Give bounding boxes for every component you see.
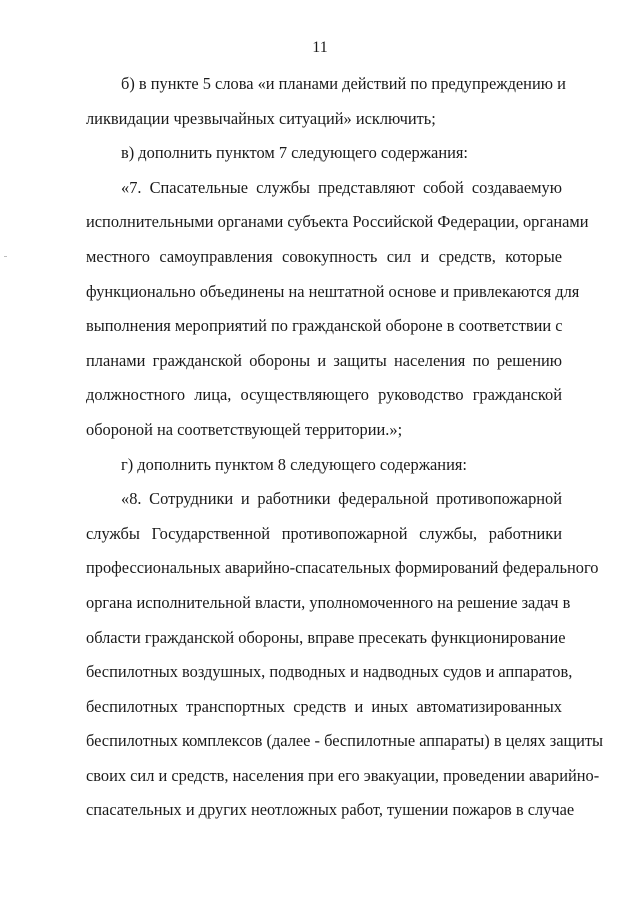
paragraph-7-line-5: выполнения мероприятий по гражданской обороне в соответствии с [86,316,563,336]
paragraph-7-line-4: функционально объединены на нештатной основе и привлекаются для [86,281,580,301]
paragraph-7-line-8: обороной на соответствующей территории.»; [86,419,403,439]
paragraph-8-line-9: своих сил и средств, населения при его эвакуации, проведении аварийно- [86,765,600,785]
paragraph-7-line-7: должностного лица, осуществляющего руководство гражданской [86,385,562,405]
page-number: 11 [312,39,328,56]
paragraph-8-line-8: беспилотных комплексов (далее - беспилотные аппараты) в целях защиты [86,731,604,751]
paragraph-b-line-2: ликвидации чрезвычайных ситуаций» исключить; [86,108,436,128]
paragraph-8-line-5: области гражданской обороны, вправе пресекать функционирование [86,627,566,647]
paragraph-8-line-1: «8. Сотрудники и работники федеральной противопожарной [121,489,562,509]
paragraph-8-line-6: беспилотных воздушных, подводных и надводных судов и аппаратов, [86,662,573,682]
document-body [86,73,604,834]
paragraph-8-line-4: органа исполнительной власти, уполномоченного на решение задач в [86,592,571,612]
paragraph-8-line-2: службы Государственной противопожарной службы, работники [86,523,562,543]
scan-artifact [4,256,7,257]
paragraph-7-line-3: местного самоуправления совокупность сил и средств, которые [86,246,562,266]
paragraph-7-line-2: исполнительными органами субъекта Российской Федерации, органами [86,212,589,232]
paragraph-8-line-10: спасательных и других неотложных работ, тушении пожаров в случае [86,800,575,820]
paragraph-v-line-1: в) дополнить пунктом 7 следующего содержания: [121,143,468,163]
paragraph-b-line-1: б) в пункте 5 слова «и планами действий по предупреждению и [121,74,566,93]
paragraph-7-line-1: «7. Спасательные службы представляют собой создаваемую [121,177,562,197]
paragraph-8-line-3: профессиональных аварийно-спасательных формирований федерального [86,558,599,578]
paragraph-g-line-1: г) дополнить пунктом 8 следующего содержания: [121,454,467,474]
paragraph-7-line-6: планами гражданской обороны и защиты населения по решению [86,350,562,370]
paragraph-8-line-7: беспилотных транспортных средств и иных автоматизированных [86,696,562,716]
